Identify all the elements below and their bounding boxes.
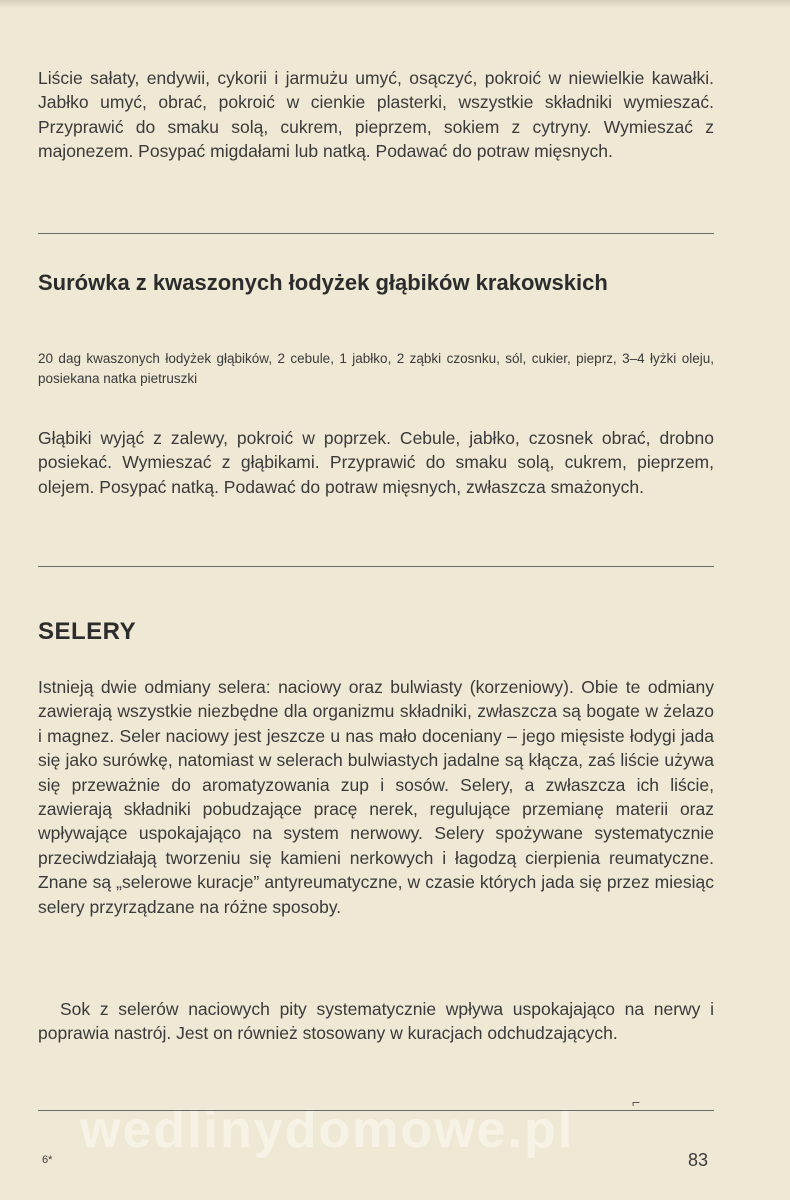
page-top-edge xyxy=(0,0,790,8)
page-number: 83 xyxy=(688,1150,709,1170)
pencil-mark-icon: ⌐ xyxy=(632,1094,641,1110)
recipe-ingredients: 20 dag kwaszonych łodyżek głąbików, 2 cebule, 1 jabłko, 2 ząbki czosnku, sól, cukier, pieprz, 3–4 łyżki oleju, posiekana natka pietruszki xyxy=(38,351,714,386)
recipe-title: Surówka z kwaszonych łodyżek głąbików krakowskich xyxy=(38,270,608,295)
intro-paragraph: Liście sałaty, endywii, cykorii i jarmużu umyć, osączyć, pokroić w niewielkie kawałki. Jabłko umyć, obrać, pokroić w cienkie plasterki, wszystkie składniki wymieszać. Przyprawić do smaku solą, cukrem, pieprzem, sokiem z cytryny. Wymieszać z majonezem. Posypać migdałami lub natką. Podawać do potraw mięsnych. xyxy=(38,68,714,162)
watermark: wedlinydomowe.pl xyxy=(80,1101,575,1159)
section-divider xyxy=(38,233,714,234)
section-divider xyxy=(38,566,714,567)
section-paragraph-1: Istnieją dwie odmiany selera: naciowy oraz bulwiasty (korzeniowy). Obie te odmiany zawierają wszystkie niezbędne dla organizmu składniki, zwłaszcza są bogate w żelazo i magnez. Seler naciowy jest jeszcze u nas mało doceniany – jego mięsiste łodygi jada się jako surówkę, natomiast w selerach bulwiastych jadalne są kłącza, zaś liście używa się przeważnie do aromatyzowania zup i sosów. Selery, a zwłaszcza ich liście, zawierają składniki pobudzające pracę nerek, regulujące przemianę materii oraz wpływające uspokajająco na system nerwowy. Selery spożywane systematycznie przeciwdziałają tworzeniu się kamieni nerkowych i łagodzą cierpienia reumatyczne. Znane są „selerowe kuracje” antyreumatyczne, w czasie których jada się przez miesiąc selery przyrządzane na różne sposoby. xyxy=(38,677,714,917)
recipe-method: Głąbiki wyjąć z zalewy, pokroić w poprzek. Cebule, jabłko, czosnek obrać, drobno posiekać. Wymieszać z głąbikami. Przyprawić do smaku solą, cukrem, pieprzem, olejem. Posypać natką. Podawać do potraw mięsnych, zwłaszcza smażonych. xyxy=(38,428,714,497)
section-title: SELERY xyxy=(38,618,137,645)
section-paragraph-2: Sok z selerów naciowych pity systematycznie wpływa uspokajająco na nerwy i poprawia nastrój. Jest on również stosowany w kuracjach odchudzających. xyxy=(38,999,714,1044)
footer-divider xyxy=(38,1110,714,1111)
signature-mark: 6* xyxy=(42,1154,53,1166)
